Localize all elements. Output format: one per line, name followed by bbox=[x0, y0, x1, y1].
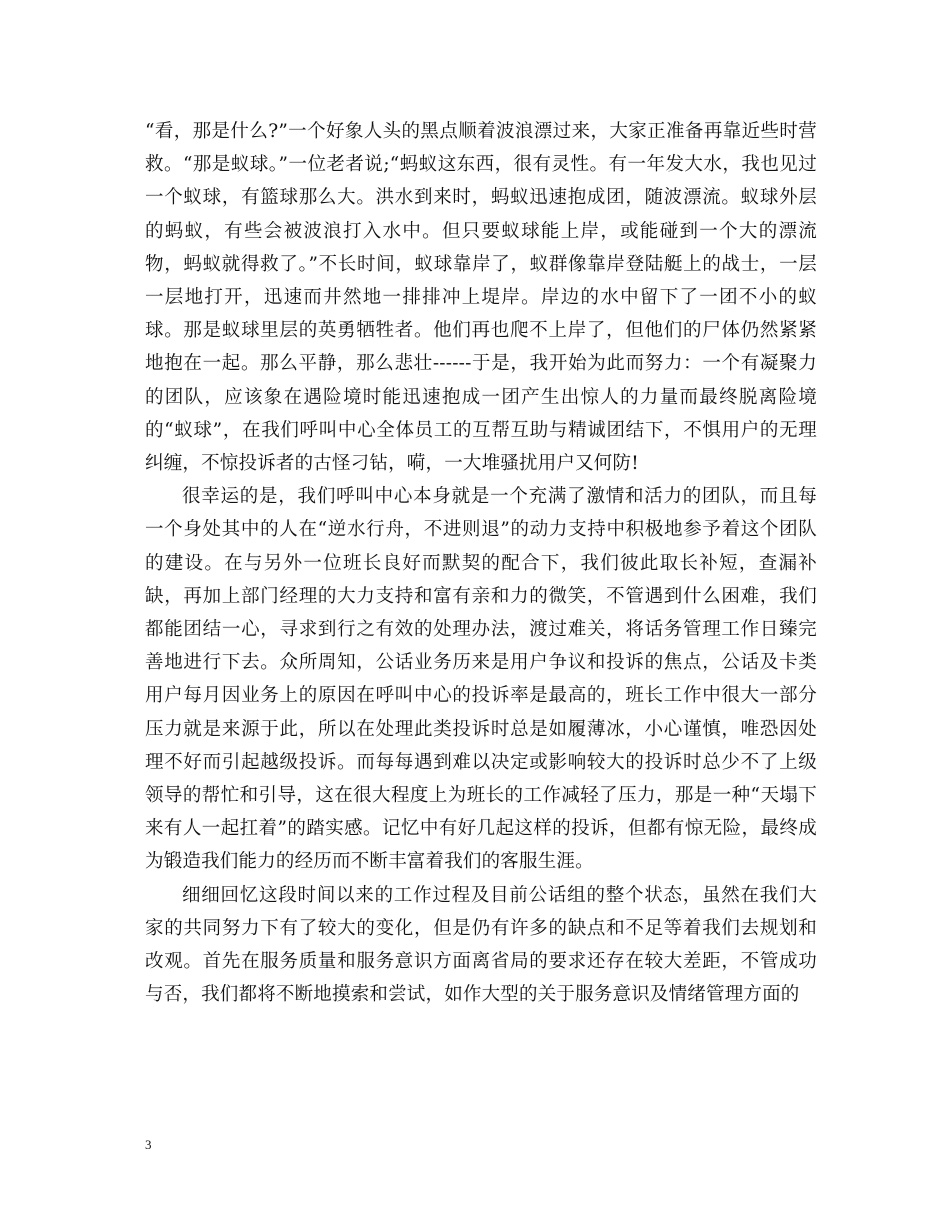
body-text bbox=[145, 115, 817, 1011]
page-number: 3 bbox=[145, 1137, 152, 1152]
paragraph-ant-ball-story: “看，那是什么?”一个好象人头的黑点顺着波浪漂过来，大家正准备再靠近些时营救。“那是蚁球。”一位老者说;“蚂蚁这东西，很有灵性。有一年发大水，我也见过一个蚁球，有篮球那么大。洪水到来时，蚂蚁迅速抱成团，随波漂流。蚁球外层的蚂蚁，有些会被波浪打入水中。但只要蚁球能上岸，或能碰到一个大的漂流物，蚂蚁就得救了。”不长时间，蚁球靠岸了，蚁群像靠岸登陆艇上的战士，一层一层地打开，迅速而井然地一排排冲上堤岸。岸边的水中留下了一团不小的蚁球。那是蚁球里层的英勇牺牲者。他们再也爬不上岸了，但他们的尸体仍然紧紧地抱在一起。那么平静，那么悲壮------于是，我开始为此而努力：一个有凝聚力的团队，应该象在遇险境时能迅速抱成一团产生出惊人的力量而最终脱离险境的“蚁球”，在我们呼叫中心全体员工的互帮互助与精诚团结下，不惧用户的无理纠缠，不惊投诉者的古怪刁钻，嗬，一大堆骚扰用户又何防! bbox=[145, 121, 817, 475]
paragraph-team-support: 很幸运的是，我们呼叫中心本身就是一个充满了激情和活力的团队，而且每一个身处其中的人在“逆水行舟，不进则退”的动力支持中积极地参予着这个团队的建设。在与另外一位班长良好而默契的配合下，我们彼此取长补短，查漏补缺，再加上部门经理的大力支持和富有亲和力的微笑，不管遇到什么困难，我们都能团结一心，寻求到行之有效的处理办法，渡过难关，将话务管理工作日臻完善地进行下去。众所周知，公话业务历来是用户争议和投诉的焦点，公话及卡类用户每月因业务上的原因在呼叫中心的投诉率是最高的，班长工作中很大一部分压力就是来源于此，所以在处理此类投诉时总是如履薄冰，小心谨慎，唯恐因处理不好而引起越级投诉。而每每遇到难以决定或影响较大的投诉时总少不了上级领导的帮忙和引导，这在很大程度上为班长的工作减轻了压力，那是一种“天塌下来有人一起扛着”的踏实感。记忆中有好几起这样的投诉，但都有惊无险，最终成为锻造我们能力的经历而不断丰富着我们的客服生涯。 bbox=[145, 486, 817, 873]
paragraph-reflection: 细细回忆这段时间以来的工作过程及目前公话组的整个状态，虽然在我们大家的共同努力下有了较大的变化，但是仍有许多的缺点和不足等着我们去规划和改观。首先在服务质量和服务意识方面离省局的要求还存在较大差距，不管成功与否，我们都将不断地摸索和尝试，如作大型的关于服务意识及情绪管理方面的 bbox=[145, 884, 817, 1006]
